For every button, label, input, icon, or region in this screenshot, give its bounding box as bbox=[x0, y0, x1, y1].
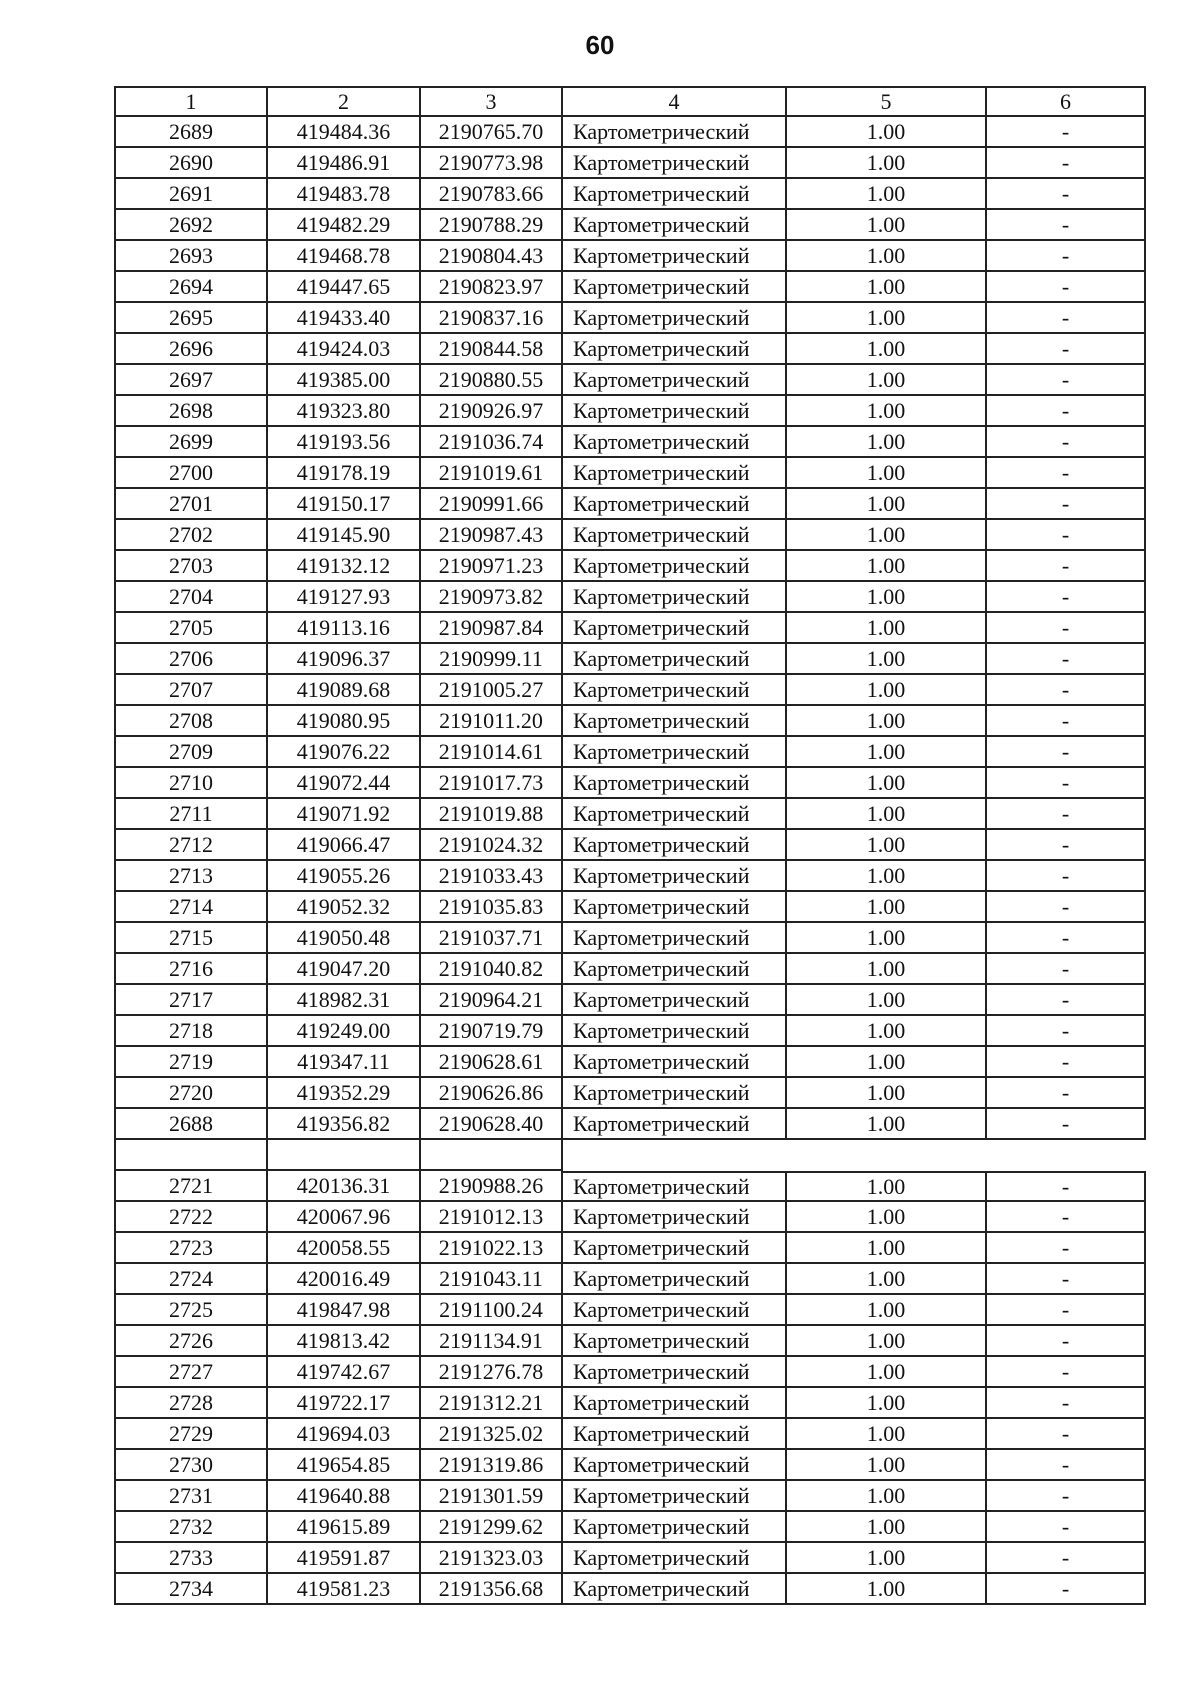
cell-point-number: 2715 bbox=[114, 923, 268, 954]
cell-coord-y: 2190991.66 bbox=[421, 489, 563, 520]
cell-accuracy: 1.00 bbox=[787, 1233, 987, 1264]
separator-cell bbox=[987, 1140, 1146, 1171]
separator-cell bbox=[787, 1140, 987, 1171]
cell-coord-y: 2191035.83 bbox=[421, 892, 563, 923]
cell-accuracy: 1.00 bbox=[787, 1171, 987, 1202]
cell-note: - bbox=[987, 1264, 1146, 1295]
cell-coord-y: 2191040.82 bbox=[421, 954, 563, 985]
cell-coord-y: 2191323.03 bbox=[421, 1543, 563, 1574]
cell-point-number: 2694 bbox=[114, 272, 268, 303]
cell-point-number: 2700 bbox=[114, 458, 268, 489]
cell-coord-y: 2191019.88 bbox=[421, 799, 563, 830]
cell-coord-y: 2191012.13 bbox=[421, 1202, 563, 1233]
cell-point-number: 2697 bbox=[114, 365, 268, 396]
cell-coord-x: 419468.78 bbox=[268, 241, 421, 272]
cell-accuracy: 1.00 bbox=[787, 148, 987, 179]
cell-coord-y: 2191014.61 bbox=[421, 737, 563, 768]
cell-point-number: 2714 bbox=[114, 892, 268, 923]
cell-note: - bbox=[987, 799, 1146, 830]
cell-coord-y: 2190719.79 bbox=[421, 1016, 563, 1047]
cell-note: - bbox=[987, 644, 1146, 675]
cell-coord-x: 420058.55 bbox=[268, 1233, 421, 1264]
cell-method: Картометрический bbox=[563, 985, 787, 1016]
cell-method: Картометрический bbox=[563, 923, 787, 954]
cell-coord-y: 2191011.20 bbox=[421, 706, 563, 737]
cell-note: - bbox=[987, 1574, 1146, 1605]
cell-point-number: 2719 bbox=[114, 1047, 268, 1078]
cell-coord-x: 419742.67 bbox=[268, 1357, 421, 1388]
cell-coord-x: 419483.78 bbox=[268, 179, 421, 210]
cell-coord-y: 2191299.62 bbox=[421, 1512, 563, 1543]
cell-point-number: 2721 bbox=[114, 1171, 268, 1202]
cell-accuracy: 1.00 bbox=[787, 861, 987, 892]
cell-method: Картометрический bbox=[563, 1388, 787, 1419]
cell-coord-y: 2190844.58 bbox=[421, 334, 563, 365]
header-cell-2: 2 bbox=[268, 86, 421, 117]
cell-point-number: 2705 bbox=[114, 613, 268, 644]
cell-coord-x: 419145.90 bbox=[268, 520, 421, 551]
cell-method: Картометрический bbox=[563, 117, 787, 148]
cell-method: Картометрический bbox=[563, 1078, 787, 1109]
separator-cell bbox=[268, 1140, 421, 1171]
cell-note: - bbox=[987, 1481, 1146, 1512]
cell-coord-x: 419486.91 bbox=[268, 148, 421, 179]
cell-point-number: 2732 bbox=[114, 1512, 268, 1543]
cell-coord-y: 2190926.97 bbox=[421, 396, 563, 427]
cell-coord-x: 418982.31 bbox=[268, 985, 421, 1016]
cell-point-number: 2701 bbox=[114, 489, 268, 520]
cell-accuracy: 1.00 bbox=[787, 1264, 987, 1295]
cell-coord-x: 419447.65 bbox=[268, 272, 421, 303]
cell-coord-y: 2191005.27 bbox=[421, 675, 563, 706]
cell-coord-y: 2191043.11 bbox=[421, 1264, 563, 1295]
cell-coord-x: 419694.03 bbox=[268, 1419, 421, 1450]
cell-method: Картометрический bbox=[563, 1481, 787, 1512]
cell-accuracy: 1.00 bbox=[787, 923, 987, 954]
cell-coord-x: 419640.88 bbox=[268, 1481, 421, 1512]
cell-accuracy: 1.00 bbox=[787, 1078, 987, 1109]
cell-note: - bbox=[987, 1326, 1146, 1357]
cell-method: Картометрический bbox=[563, 768, 787, 799]
cell-point-number: 2734 bbox=[114, 1574, 268, 1605]
cell-coord-x: 419615.89 bbox=[268, 1512, 421, 1543]
cell-coord-x: 419050.48 bbox=[268, 923, 421, 954]
cell-coord-x: 420136.31 bbox=[268, 1171, 421, 1202]
cell-coord-x: 419071.92 bbox=[268, 799, 421, 830]
cell-point-number: 2730 bbox=[114, 1450, 268, 1481]
cell-coord-y: 2191134.91 bbox=[421, 1326, 563, 1357]
cell-coord-y: 2191036.74 bbox=[421, 427, 563, 458]
cell-note: - bbox=[987, 613, 1146, 644]
cell-method: Картометрический bbox=[563, 737, 787, 768]
cell-accuracy: 1.00 bbox=[787, 272, 987, 303]
cell-note: - bbox=[987, 1171, 1146, 1202]
cell-coord-x: 419323.80 bbox=[268, 396, 421, 427]
cell-accuracy: 1.00 bbox=[787, 303, 987, 334]
cell-point-number: 2728 bbox=[114, 1388, 268, 1419]
cell-coord-y: 2190973.82 bbox=[421, 582, 563, 613]
cell-note: - bbox=[987, 954, 1146, 985]
cell-coord-x: 420016.49 bbox=[268, 1264, 421, 1295]
cell-point-number: 2712 bbox=[114, 830, 268, 861]
cell-coord-x: 419127.93 bbox=[268, 582, 421, 613]
cell-coord-x: 419484.36 bbox=[268, 117, 421, 148]
header-cell-4: 4 bbox=[563, 86, 787, 117]
cell-note: - bbox=[987, 1202, 1146, 1233]
cell-point-number: 2725 bbox=[114, 1295, 268, 1326]
cell-method: Картометрический bbox=[563, 1109, 787, 1140]
cell-accuracy: 1.00 bbox=[787, 1357, 987, 1388]
cell-method: Картометрический bbox=[563, 1264, 787, 1295]
cell-coord-x: 419347.11 bbox=[268, 1047, 421, 1078]
cell-coord-y: 2191024.32 bbox=[421, 830, 563, 861]
cell-accuracy: 1.00 bbox=[787, 210, 987, 241]
coordinates-table bbox=[114, 86, 1146, 1605]
cell-point-number: 2723 bbox=[114, 1233, 268, 1264]
cell-point-number: 2693 bbox=[114, 241, 268, 272]
cell-note: - bbox=[987, 117, 1146, 148]
cell-coord-y: 2190988.26 bbox=[421, 1171, 563, 1202]
cell-note: - bbox=[987, 1512, 1146, 1543]
cell-method: Картометрический bbox=[563, 1512, 787, 1543]
separator-cell bbox=[114, 1140, 268, 1171]
cell-note: - bbox=[987, 1078, 1146, 1109]
cell-method: Картометрический bbox=[563, 1202, 787, 1233]
cell-coord-y: 2191301.59 bbox=[421, 1481, 563, 1512]
cell-coord-y: 2191356.68 bbox=[421, 1574, 563, 1605]
cell-coord-x: 419847.98 bbox=[268, 1295, 421, 1326]
cell-coord-x: 419424.03 bbox=[268, 334, 421, 365]
cell-point-number: 2720 bbox=[114, 1078, 268, 1109]
cell-note: - bbox=[987, 1450, 1146, 1481]
cell-point-number: 2702 bbox=[114, 520, 268, 551]
cell-method: Картометрический bbox=[563, 1326, 787, 1357]
cell-note: - bbox=[987, 303, 1146, 334]
cell-coord-x: 420067.96 bbox=[268, 1202, 421, 1233]
cell-method: Картометрический bbox=[563, 520, 787, 551]
cell-point-number: 2717 bbox=[114, 985, 268, 1016]
cell-method: Картометрический bbox=[563, 365, 787, 396]
cell-coord-x: 419352.29 bbox=[268, 1078, 421, 1109]
cell-accuracy: 1.00 bbox=[787, 551, 987, 582]
cell-coord-y: 2190987.84 bbox=[421, 613, 563, 644]
cell-note: - bbox=[987, 396, 1146, 427]
cell-accuracy: 1.00 bbox=[787, 1295, 987, 1326]
cell-coord-y: 2190837.16 bbox=[421, 303, 563, 334]
cell-accuracy: 1.00 bbox=[787, 1574, 987, 1605]
cell-note: - bbox=[987, 148, 1146, 179]
cell-coord-y: 2190880.55 bbox=[421, 365, 563, 396]
cell-accuracy: 1.00 bbox=[787, 458, 987, 489]
cell-point-number: 2691 bbox=[114, 179, 268, 210]
cell-accuracy: 1.00 bbox=[787, 737, 987, 768]
cell-method: Картометрический bbox=[563, 861, 787, 892]
cell-accuracy: 1.00 bbox=[787, 613, 987, 644]
cell-note: - bbox=[987, 892, 1146, 923]
cell-coord-y: 2190773.98 bbox=[421, 148, 563, 179]
cell-method: Картометрический bbox=[563, 582, 787, 613]
cell-accuracy: 1.00 bbox=[787, 365, 987, 396]
cell-note: - bbox=[987, 1016, 1146, 1047]
cell-point-number: 2707 bbox=[114, 675, 268, 706]
cell-coord-y: 2190788.29 bbox=[421, 210, 563, 241]
cell-coord-x: 419385.00 bbox=[268, 365, 421, 396]
cell-accuracy: 1.00 bbox=[787, 582, 987, 613]
cell-coord-x: 419433.40 bbox=[268, 303, 421, 334]
cell-coord-x: 419055.26 bbox=[268, 861, 421, 892]
cell-coord-y: 2191017.73 bbox=[421, 768, 563, 799]
cell-accuracy: 1.00 bbox=[787, 179, 987, 210]
cell-coord-y: 2190765.70 bbox=[421, 117, 563, 148]
cell-accuracy: 1.00 bbox=[787, 706, 987, 737]
cell-accuracy: 1.00 bbox=[787, 1450, 987, 1481]
cell-coord-y: 2191325.02 bbox=[421, 1419, 563, 1450]
cell-point-number: 2696 bbox=[114, 334, 268, 365]
cell-accuracy: 1.00 bbox=[787, 241, 987, 272]
cell-note: - bbox=[987, 706, 1146, 737]
cell-accuracy: 1.00 bbox=[787, 644, 987, 675]
cell-note: - bbox=[987, 923, 1146, 954]
cell-method: Картометрический bbox=[563, 241, 787, 272]
cell-point-number: 2716 bbox=[114, 954, 268, 985]
cell-method: Картометрический bbox=[563, 1543, 787, 1574]
cell-coord-x: 419096.37 bbox=[268, 644, 421, 675]
cell-note: - bbox=[987, 458, 1146, 489]
cell-method: Картометрический bbox=[563, 954, 787, 985]
cell-point-number: 2713 bbox=[114, 861, 268, 892]
cell-accuracy: 1.00 bbox=[787, 675, 987, 706]
cell-note: - bbox=[987, 365, 1146, 396]
cell-method: Картометрический bbox=[563, 334, 787, 365]
cell-point-number: 2706 bbox=[114, 644, 268, 675]
cell-coord-y: 2190783.66 bbox=[421, 179, 563, 210]
cell-method: Картометрический bbox=[563, 210, 787, 241]
cell-point-number: 2692 bbox=[114, 210, 268, 241]
cell-note: - bbox=[987, 427, 1146, 458]
cell-accuracy: 1.00 bbox=[787, 396, 987, 427]
cell-method: Картометрический bbox=[563, 799, 787, 830]
cell-note: - bbox=[987, 737, 1146, 768]
cell-point-number: 2690 bbox=[114, 148, 268, 179]
cell-accuracy: 1.00 bbox=[787, 1388, 987, 1419]
cell-coord-x: 419132.12 bbox=[268, 551, 421, 582]
cell-coord-y: 2191022.13 bbox=[421, 1233, 563, 1264]
cell-note: - bbox=[987, 1543, 1146, 1574]
cell-coord-x: 419052.32 bbox=[268, 892, 421, 923]
cell-coord-x: 419076.22 bbox=[268, 737, 421, 768]
cell-coord-x: 419581.23 bbox=[268, 1574, 421, 1605]
cell-accuracy: 1.00 bbox=[787, 1481, 987, 1512]
cell-coord-x: 419066.47 bbox=[268, 830, 421, 861]
cell-point-number: 2729 bbox=[114, 1419, 268, 1450]
cell-accuracy: 1.00 bbox=[787, 830, 987, 861]
cell-point-number: 2726 bbox=[114, 1326, 268, 1357]
cell-method: Картометрический bbox=[563, 489, 787, 520]
cell-method: Картометрический bbox=[563, 1357, 787, 1388]
cell-accuracy: 1.00 bbox=[787, 1016, 987, 1047]
header-cell-6: 6 bbox=[987, 86, 1146, 117]
cell-coord-y: 2190628.61 bbox=[421, 1047, 563, 1078]
cell-coord-y: 2190823.97 bbox=[421, 272, 563, 303]
cell-point-number: 2704 bbox=[114, 582, 268, 613]
cell-coord-y: 2191019.61 bbox=[421, 458, 563, 489]
cell-accuracy: 1.00 bbox=[787, 1047, 987, 1078]
cell-coord-y: 2190626.86 bbox=[421, 1078, 563, 1109]
cell-point-number: 2724 bbox=[114, 1264, 268, 1295]
cell-method: Картометрический bbox=[563, 179, 787, 210]
cell-coord-y: 2190964.21 bbox=[421, 985, 563, 1016]
cell-accuracy: 1.00 bbox=[787, 1109, 987, 1140]
cell-method: Картометрический bbox=[563, 644, 787, 675]
header-cell-3: 3 bbox=[421, 86, 563, 117]
cell-accuracy: 1.00 bbox=[787, 892, 987, 923]
cell-accuracy: 1.00 bbox=[787, 1326, 987, 1357]
cell-coord-x: 419249.00 bbox=[268, 1016, 421, 1047]
cell-method: Картометрический bbox=[563, 458, 787, 489]
cell-point-number: 2733 bbox=[114, 1543, 268, 1574]
cell-coord-x: 419080.95 bbox=[268, 706, 421, 737]
cell-method: Картометрический bbox=[563, 1233, 787, 1264]
cell-coord-x: 419722.17 bbox=[268, 1388, 421, 1419]
cell-accuracy: 1.00 bbox=[787, 520, 987, 551]
cell-note: - bbox=[987, 1419, 1146, 1450]
cell-coord-y: 2190999.11 bbox=[421, 644, 563, 675]
cell-accuracy: 1.00 bbox=[787, 799, 987, 830]
cell-method: Картометрический bbox=[563, 1047, 787, 1078]
cell-accuracy: 1.00 bbox=[787, 954, 987, 985]
cell-accuracy: 1.00 bbox=[787, 1543, 987, 1574]
cell-accuracy: 1.00 bbox=[787, 1512, 987, 1543]
cell-method: Картометрический bbox=[563, 148, 787, 179]
cell-method: Картометрический bbox=[563, 551, 787, 582]
cell-note: - bbox=[987, 1388, 1146, 1419]
cell-point-number: 2703 bbox=[114, 551, 268, 582]
cell-note: - bbox=[987, 1047, 1146, 1078]
cell-point-number: 2699 bbox=[114, 427, 268, 458]
cell-point-number: 2711 bbox=[114, 799, 268, 830]
cell-accuracy: 1.00 bbox=[787, 768, 987, 799]
separator-cell bbox=[563, 1140, 787, 1171]
cell-method: Картометрический bbox=[563, 1171, 787, 1202]
cell-point-number: 2695 bbox=[114, 303, 268, 334]
cell-coord-y: 2190971.23 bbox=[421, 551, 563, 582]
header-cell-5: 5 bbox=[787, 86, 987, 117]
cell-coord-y: 2191100.24 bbox=[421, 1295, 563, 1326]
cell-coord-x: 419356.82 bbox=[268, 1109, 421, 1140]
cell-point-number: 2727 bbox=[114, 1357, 268, 1388]
cell-note: - bbox=[987, 830, 1146, 861]
cell-coord-y: 2190804.43 bbox=[421, 241, 563, 272]
cell-accuracy: 1.00 bbox=[787, 427, 987, 458]
cell-coord-x: 419113.16 bbox=[268, 613, 421, 644]
cell-coord-x: 419047.20 bbox=[268, 954, 421, 985]
cell-accuracy: 1.00 bbox=[787, 985, 987, 1016]
cell-coord-y: 2191312.21 bbox=[421, 1388, 563, 1419]
cell-coord-x: 419482.29 bbox=[268, 210, 421, 241]
cell-point-number: 2688 bbox=[114, 1109, 268, 1140]
cell-accuracy: 1.00 bbox=[787, 1202, 987, 1233]
cell-note: - bbox=[987, 210, 1146, 241]
cell-note: - bbox=[987, 861, 1146, 892]
cell-note: - bbox=[987, 272, 1146, 303]
cell-method: Картометрический bbox=[563, 892, 787, 923]
cell-accuracy: 1.00 bbox=[787, 489, 987, 520]
cell-coord-x: 419089.68 bbox=[268, 675, 421, 706]
cell-method: Картометрический bbox=[563, 1016, 787, 1047]
cell-note: - bbox=[987, 520, 1146, 551]
page-number: 60 bbox=[585, 30, 615, 60]
cell-coord-x: 419178.19 bbox=[268, 458, 421, 489]
cell-note: - bbox=[987, 1233, 1146, 1264]
cell-note: - bbox=[987, 768, 1146, 799]
cell-note: - bbox=[987, 179, 1146, 210]
cell-point-number: 2698 bbox=[114, 396, 268, 427]
cell-point-number: 2722 bbox=[114, 1202, 268, 1233]
cell-accuracy: 1.00 bbox=[787, 117, 987, 148]
cell-method: Картометрический bbox=[563, 830, 787, 861]
cell-coord-y: 2191033.43 bbox=[421, 861, 563, 892]
cell-note: - bbox=[987, 334, 1146, 365]
cell-coord-x: 419150.17 bbox=[268, 489, 421, 520]
cell-point-number: 2689 bbox=[114, 117, 268, 148]
cell-method: Картометрический bbox=[563, 303, 787, 334]
cell-note: - bbox=[987, 241, 1146, 272]
cell-method: Картометрический bbox=[563, 706, 787, 737]
cell-method: Картометрический bbox=[563, 427, 787, 458]
cell-point-number: 2708 bbox=[114, 706, 268, 737]
cell-note: - bbox=[987, 985, 1146, 1016]
cell-method: Картометрический bbox=[563, 1450, 787, 1481]
cell-coord-y: 2190628.40 bbox=[421, 1109, 563, 1140]
cell-method: Картометрический bbox=[563, 1295, 787, 1326]
cell-note: - bbox=[987, 675, 1146, 706]
cell-note: - bbox=[987, 489, 1146, 520]
header-cell-1: 1 bbox=[114, 86, 268, 117]
cell-point-number: 2710 bbox=[114, 768, 268, 799]
cell-note: - bbox=[987, 1357, 1146, 1388]
cell-coord-x: 419591.87 bbox=[268, 1543, 421, 1574]
cell-note: - bbox=[987, 1295, 1146, 1326]
cell-coord-x: 419072.44 bbox=[268, 768, 421, 799]
cell-note: - bbox=[987, 1109, 1146, 1140]
cell-point-number: 2718 bbox=[114, 1016, 268, 1047]
cell-method: Картометрический bbox=[563, 396, 787, 427]
cell-method: Картометрический bbox=[563, 613, 787, 644]
cell-method: Картометрический bbox=[563, 675, 787, 706]
cell-coord-x: 419654.85 bbox=[268, 1450, 421, 1481]
cell-point-number: 2709 bbox=[114, 737, 268, 768]
cell-method: Картометрический bbox=[563, 1419, 787, 1450]
cell-method: Картометрический bbox=[563, 1574, 787, 1605]
cell-coord-y: 2190987.43 bbox=[421, 520, 563, 551]
cell-coord-x: 419813.42 bbox=[268, 1326, 421, 1357]
cell-coord-x: 419193.56 bbox=[268, 427, 421, 458]
cell-point-number: 2731 bbox=[114, 1481, 268, 1512]
cell-accuracy: 1.00 bbox=[787, 334, 987, 365]
cell-coord-y: 2191276.78 bbox=[421, 1357, 563, 1388]
separator-cell bbox=[421, 1140, 563, 1171]
cell-coord-y: 2191037.71 bbox=[421, 923, 563, 954]
cell-note: - bbox=[987, 551, 1146, 582]
cell-note: - bbox=[987, 582, 1146, 613]
cell-method: Картометрический bbox=[563, 272, 787, 303]
cell-coord-y: 2191319.86 bbox=[421, 1450, 563, 1481]
cell-accuracy: 1.00 bbox=[787, 1419, 987, 1450]
